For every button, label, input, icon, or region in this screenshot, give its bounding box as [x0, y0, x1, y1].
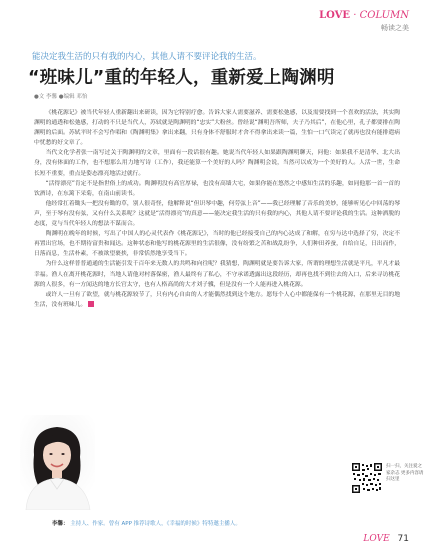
- column-title-line: [319, 10, 409, 22]
- article-byline: ●文 李馨 ●编辑 邓怡: [34, 94, 88, 100]
- qr-code-icon: [352, 463, 382, 493]
- author-description: 主持人、作家。曾有 APP 推荐诗歌人，《幸福的时候》特特邀主播人。: [70, 521, 241, 527]
- article-lead-quote: 能决定我生活的只有我的内心，其他人请不要评论我的生活。: [32, 52, 262, 62]
- body-paragraph: 他经常扛着锄头一把没有锄的草，别人很奇怪，他解释说“但识琴中趣，何劳弦上音”——我已经理解了音乐的美妙，能够听见心中回荡的琴声，至于琴有没有弦，又有什么关系呢？这就是“活得漂亮”的真意——能决定我生活的只有我的内心，其他人请不要评论我的生活。这种洒脱的态度，竟与当代年轻人的想法不谋而合。: [34, 200, 400, 228]
- column-brand: LOVE: [319, 10, 351, 21]
- page-folio: [363, 534, 409, 544]
- body-paragraph: 当代文化学者张一南写过关于陶渊明的文章，里面有一段话很有趣。她说当代年轻人如果跟陶渊明聊天，问他：如果我不是清华、北大出身，没有体面的工作，也不想那么用力地写诗（工作），我还能算一个美好的人吗？陶渊明会说，当然可以成为一个美好的人。人活一世，生命长短不重要，重点是姿态漂亮地活过就行。: [34, 150, 400, 177]
- folio-brand: LOVE: [363, 534, 390, 544]
- column-separator: ·: [353, 10, 357, 21]
- article-title: “班味儿”重的年轻人，重新爱上陶渊明: [28, 68, 335, 88]
- author-name: 李馨：: [52, 521, 69, 527]
- column-subtitle: 畅读之美: [381, 24, 409, 32]
- body-paragraph: 《桃花源记》被当代年轻人重新翻出来研读，因为它特别疗愈。告诉大家人需要滋养、需要松弛感，以及需要找到一个喜欢的活法，其实陶渊明的通透和松弛感，打动的不只是当代人，苏轼就是陶渊明的“忠实”大粉丝。曾经说“渊明吾所师，夫子乃其后”，在他心里，孔子都要排在陶渊明的后面。苏轼平时不会写作唱和《陶渊明集》拿出来翻，只有身体不舒服时才舍不得拿出来读一篇，生怕一口气读完了就再也没有能排遣病中忧愁的好文章了。: [34, 110, 400, 147]
- body-paragraph: 陶渊明在晚年的时候，写出了中国人的心灵代表作《桃花源记》，当时的他已经接受自己的内心达成了和解，在穷与达中选择了穷，决定不再置出官场，也不期待富贵和闻达。这种状态和他写的桃花源里的生活很像，没有纷繁之苦和战乱纷争，人们种田养蚕，自给自足，日出而作，日落而息，生活朴素，不被欲望裹挟，非常恬然地享受当下。: [34, 231, 400, 258]
- column-name: COLUMN: [359, 10, 409, 21]
- end-of-article-mark: [88, 301, 94, 307]
- qr-caption: 扫一扫，关注爱之家杂志 更多内容请扫这里: [386, 464, 424, 482]
- author-photo: [20, 415, 95, 510]
- body-paragraph-last: [34, 290, 400, 310]
- body-paragraph-text: 或许人一旦有了欲望，就与桃花源较节了，只有内心自由的人才能偶然找到这个地方。愿每个人心中都能保有一个桃花源，在那里无目的地生活，没有班味儿。: [34, 291, 400, 308]
- column-header: [319, 10, 409, 33]
- author-portrait-illustration: [20, 415, 95, 510]
- article-body: [34, 108, 400, 310]
- qr-code[interactable]: [352, 463, 382, 493]
- author-bio: [52, 519, 352, 527]
- body-paragraph: 为什么这样普普通通的生活能引发千百年来无数人的共鸣和向往呢？我猜想，陶渊明就是要告诉大家，所谓的理想生活就是平凡，平凡才最幸福。渔人在离开桃花源时，当地人请他对村落保密，渔人最终有了私心，不守承诺透露出这段经历，却再也找不到往去的入口，后来寻访桃花源的人很多，有一方闻达的地方长官太守，也有人格高尚的大才刘子骥，但是没有一个人能再进入桃花源。: [34, 261, 400, 288]
- page-number: 71: [397, 534, 409, 544]
- body-paragraph: “活得漂亮”肯定不是指世俗上的成功。陶渊明没有高官厚禄，也没有高墙大宅，如果你能在悠然之中感知生活的乐趣，如同他那一首一首的饮酒诗，在东篱下采菊，在南山前读书。: [34, 180, 400, 197]
